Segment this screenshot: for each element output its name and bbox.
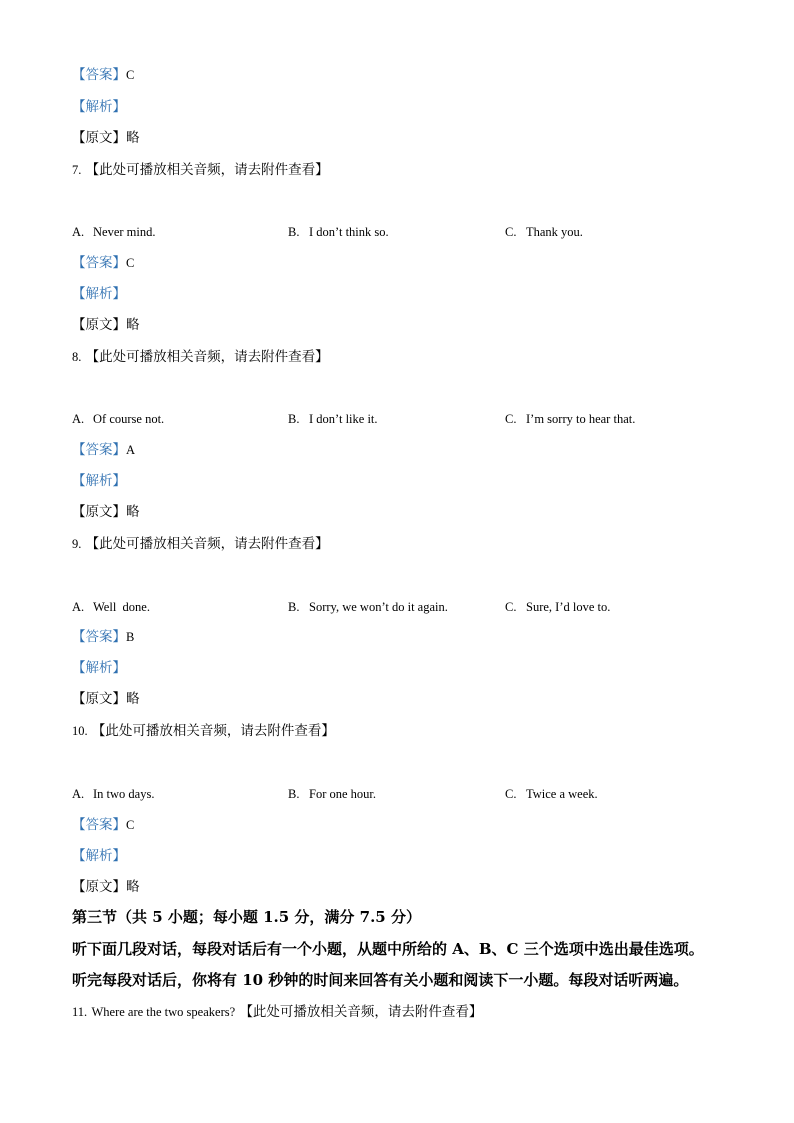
original-line-9 <box>72 690 140 708</box>
original-line-10 <box>72 878 140 896</box>
original-label: 【原文】 <box>72 317 126 333</box>
analysis-line-6 <box>72 98 126 116</box>
audio-prompt: 【此处可播放相关音频，请去附件查看】 <box>85 162 329 178</box>
option-c: C. I’m sorry to hear that. <box>505 412 636 426</box>
answer-line-7 <box>72 254 134 272</box>
analysis-line-10 <box>72 847 126 865</box>
original-value: 略 <box>126 504 140 520</box>
section-instruction-1: 听下面几段对话，每段对话后有一个小题，从题中所给的 A、B、C 三个选项中选出最佳选项。 <box>72 940 704 958</box>
original-label: 【原文】 <box>72 504 126 520</box>
question-7 <box>72 161 329 179</box>
original-line-8 <box>72 503 140 521</box>
answer-value: C <box>126 68 135 82</box>
audio-prompt: 【此处可播放相关音频，请去附件查看】 <box>85 536 329 552</box>
question-11 <box>72 1003 482 1021</box>
original-value: 略 <box>126 317 140 333</box>
analysis-label: 【解析】 <box>72 848 126 864</box>
analysis-line-7 <box>72 285 126 303</box>
option-b: B. Sorry, we won’t do it again. <box>288 600 448 614</box>
answer-line-8 <box>72 441 135 459</box>
original-line-6 <box>72 129 140 147</box>
option-a: A. In two days. <box>72 787 155 801</box>
answer-line-9 <box>72 628 134 646</box>
analysis-label: 【解析】 <box>72 660 126 676</box>
original-label: 【原文】 <box>72 691 126 707</box>
question-number: 9. <box>72 537 82 551</box>
answer-label: 【答案】 <box>72 442 126 458</box>
original-line-7 <box>72 316 140 334</box>
analysis-label: 【解析】 <box>72 473 126 489</box>
option-a: A. Well done. <box>72 600 150 614</box>
answer-label: 【答案】 <box>72 817 126 833</box>
answer-line-10 <box>72 816 134 834</box>
answer-value: B <box>126 630 135 644</box>
analysis-line-9 <box>72 659 126 677</box>
section-heading: 第三节（共 5 小题；每小题 1.5 分，满分 7.5 分） <box>72 908 421 926</box>
question-number: 10. <box>72 724 88 738</box>
original-value: 略 <box>126 691 140 707</box>
option-c: C. Sure, I’d love to. <box>505 600 611 614</box>
question-number: 7. <box>72 163 82 177</box>
question-text: Where are the two speakers? <box>91 1005 236 1019</box>
option-c: C. Twice a week. <box>505 787 598 801</box>
answer-label: 【答案】 <box>72 67 126 83</box>
analysis-label: 【解析】 <box>72 286 126 302</box>
original-label: 【原文】 <box>72 879 126 895</box>
option-a: A. Never mind. <box>72 225 156 239</box>
question-number: 11. <box>72 1005 88 1019</box>
option-b: B. I don’t think so. <box>288 225 389 239</box>
answer-value: C <box>126 818 135 832</box>
original-value: 略 <box>126 130 140 146</box>
question-8 <box>72 348 329 366</box>
answer-value: A <box>126 443 136 457</box>
audio-prompt: 【此处可播放相关音频，请去附件查看】 <box>91 723 335 739</box>
option-b: B. I don’t like it. <box>288 412 378 426</box>
question-number: 8. <box>72 350 82 364</box>
question-9 <box>72 535 329 553</box>
audio-prompt: 【此处可播放相关音频，请去附件查看】 <box>239 1004 483 1020</box>
answer-label: 【答案】 <box>72 255 126 271</box>
option-a: A. Of course not. <box>72 412 165 426</box>
audio-prompt: 【此处可播放相关音频，请去附件查看】 <box>85 349 329 365</box>
original-value: 略 <box>126 879 140 895</box>
answer-line-6 <box>72 66 134 84</box>
section-instruction-2: 听完每段对话后，你将有 10 秒钟的时间来回答有关小题和阅读下一小题。每段对话听两遍。 <box>72 971 689 989</box>
answer-value: C <box>126 256 135 270</box>
answer-label: 【答案】 <box>72 629 126 645</box>
question-10 <box>72 722 335 740</box>
analysis-label: 【解析】 <box>72 99 126 115</box>
option-b: B. For one hour. <box>288 787 377 801</box>
option-c: C. Thank you. <box>505 225 583 239</box>
original-label: 【原文】 <box>72 130 126 146</box>
analysis-line-8 <box>72 472 126 490</box>
